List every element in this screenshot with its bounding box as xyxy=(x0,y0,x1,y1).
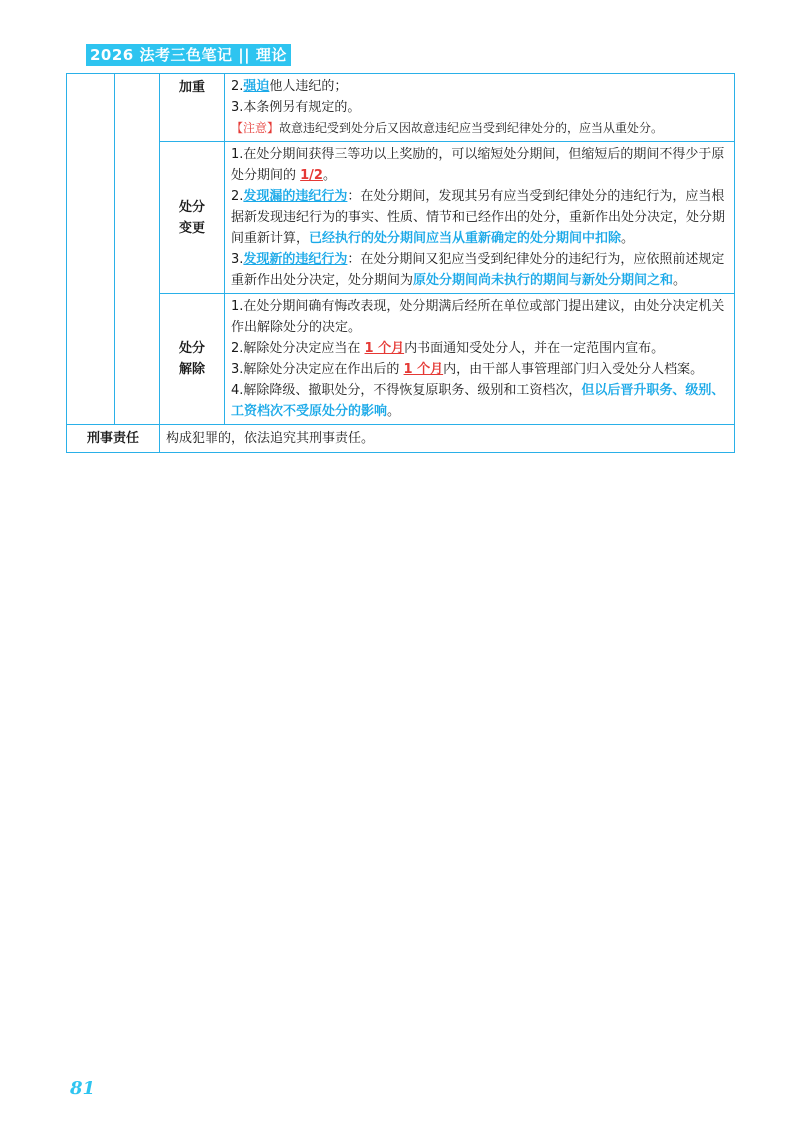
row-label-jiechu xyxy=(160,294,225,425)
item-text: 内，由干部人事管理部门归入受处分人档案。 xyxy=(443,362,704,377)
item-text: ：在处分期间又犯应当受到纪律处分的违纪行为，应依照前述规定重新作出处分决定，处分期间为 xyxy=(231,252,725,288)
list-item xyxy=(231,144,726,186)
list-item xyxy=(231,359,726,380)
note-line xyxy=(231,118,726,139)
label-line: 变更 xyxy=(178,220,205,236)
row-label-jiazhong: 加重 xyxy=(160,74,225,142)
row-content-jiazhong xyxy=(225,74,735,142)
label-line: 解除 xyxy=(178,362,205,377)
table-row-jiechu xyxy=(67,294,735,425)
blue-highlight: 原处分期间尚未执行的期间与新处分期间之和 xyxy=(413,273,674,288)
blue-highlight: 但以后晋升职务、级别、工资档次不受原处分的影响 xyxy=(231,383,725,419)
list-item xyxy=(231,249,726,291)
list-item xyxy=(231,186,726,249)
label-line: 处分 xyxy=(178,341,205,356)
table-row-biangeng xyxy=(67,142,735,294)
red-highlight: 1 个月 xyxy=(403,362,444,377)
row-content-xingshi: 构成犯罪的，依法追究其刑事责任。 xyxy=(160,425,735,453)
item-text: 。 xyxy=(322,168,336,183)
item-text: 3.解除处分决定应在作出后的 xyxy=(231,362,404,377)
item-number: 3. xyxy=(231,252,244,267)
table-row-xingshi xyxy=(67,425,735,453)
item-number: 2. xyxy=(231,189,244,204)
item-text: 内书面通知受处分人，并在一定范围内宣布。 xyxy=(404,341,665,356)
item-text: 2.解除处分决定应当在 xyxy=(231,341,365,356)
blue-highlight: 已经执行的处分期间应当从重新确定的处分期间中扣除 xyxy=(309,231,622,246)
empty-cell xyxy=(67,74,115,425)
list-item xyxy=(231,76,726,97)
highlight-text: 发现漏的违纪行为 xyxy=(243,189,348,204)
item-text: 4.解除降级、撤职处分，不得恢复原职务、级别和工资档次， xyxy=(231,383,582,398)
row-label-biangeng xyxy=(160,142,225,294)
empty-cell xyxy=(115,74,160,425)
table-row-jiazhong xyxy=(67,74,735,142)
list-item xyxy=(231,338,726,359)
highlight-text: 强迫 xyxy=(243,79,270,94)
item-text: 。 xyxy=(387,404,401,419)
red-highlight: 1/2 xyxy=(300,168,323,183)
item-number: 2. xyxy=(231,79,244,94)
header-title: 2026 法考三色笔记 || 理论 xyxy=(86,44,291,66)
highlight-text: 发现新的违纪行为 xyxy=(243,252,348,267)
row-content-biangeng xyxy=(225,142,735,294)
row-label-xingshi: 刑事责任 xyxy=(67,425,160,453)
item-text: ：在处分期间，发现其另有应当受到纪律处分的违纪行为，应当根据新发现违纪行为的事实、性质、情节和已经作出的处分，重新作出处分决定，处分期间重新计算， xyxy=(231,189,726,246)
discipline-table xyxy=(66,73,735,453)
list-item xyxy=(231,380,726,422)
row-content-jiechu xyxy=(225,294,735,425)
note-text: 故意违纪受到处分后又因故意违纪应当受到纪律处分的，应当从重处分。 xyxy=(279,121,664,135)
item-text: 。 xyxy=(673,273,687,288)
page-number: 81 xyxy=(70,1078,96,1099)
item-text: 1.在处分期间获得三等功以上奖励的，可以缩短处分期间，但缩短后的期间不得少于原处分期间的 xyxy=(231,147,725,183)
item-text: 他人违纪的； xyxy=(269,79,348,94)
note-tag: 【注意】 xyxy=(231,121,280,135)
red-highlight: 1 个月 xyxy=(364,341,405,356)
list-item: 3.本条例另有规定的。 xyxy=(231,100,361,115)
item-text: 。 xyxy=(621,231,635,246)
list-item: 1.在处分期间确有悔改表现，处分期满后经所在单位或部门提出建议，由处分决定机关作出解除处分的决定。 xyxy=(231,299,725,335)
label-line: 处分 xyxy=(178,199,205,215)
